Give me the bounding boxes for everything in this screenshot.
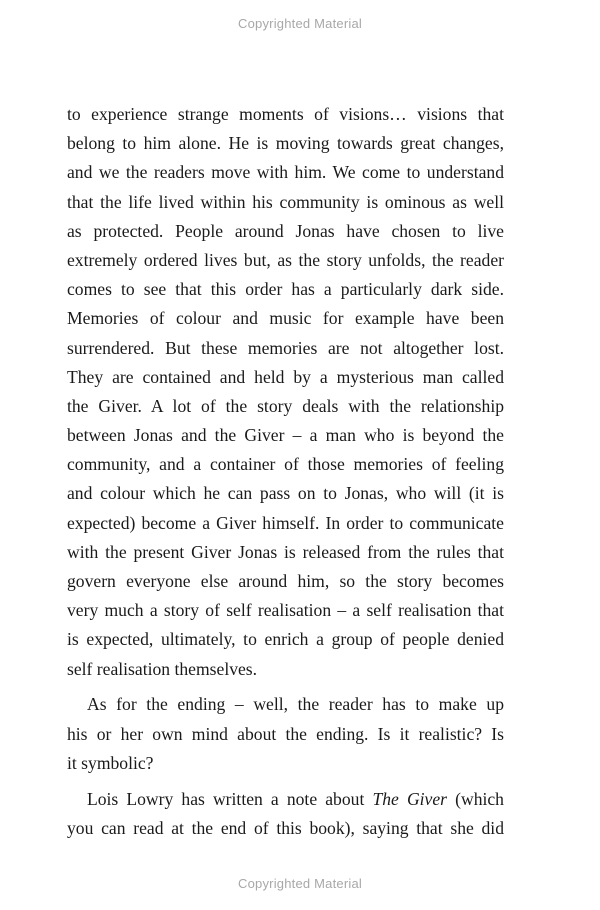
page-body-text (67, 100, 504, 843)
text-line: you can read at the end of this book), saying that she did (67, 817, 504, 838)
text-line: community, and a container of those memories of feeling (67, 454, 504, 475)
text-line: Memories of colour and music for example have been (67, 308, 504, 329)
text-line: They are contained and held by a mysterious man called (67, 366, 504, 387)
book-title: The Giver (372, 788, 448, 809)
text-line: with the present Giver Jonas is released from the rules that (67, 541, 504, 562)
text-line: self realisation themselves. (67, 658, 258, 679)
paragraph-2 (67, 690, 504, 778)
text-line: his or her own mind about the ending. Is it realistic? Is (67, 723, 504, 744)
paragraph-1 (67, 100, 504, 684)
text-line: is expected, ultimately, to enrich a group of people denied (67, 629, 504, 650)
text-line: and we the readers move with him. We come to understand (67, 162, 504, 183)
text-line: between Jonas and the Giver – a man who is beyond the (67, 425, 504, 446)
text-line: very much a story of self realisation – a self realisation that (67, 600, 504, 621)
text-line: expected) become a Giver himself. In order to communicate (67, 512, 504, 533)
text-line: the Giver. A lot of the story deals with the relationship (67, 395, 504, 416)
text-line: comes to see that this order has a particularly dark side. (67, 279, 504, 300)
text-line: extremely ordered lives but, as the story unfolds, the reader (67, 249, 504, 270)
text-line: it symbolic? (67, 752, 154, 773)
text-line: as protected. People around Jonas have chosen to live (67, 220, 504, 241)
text-line: surrendered. But these memories are not altogether lost. (67, 337, 504, 358)
text-line: to experience strange moments of visions… visions that (67, 104, 504, 124)
text-run: Lois Lowry has written a note about (87, 788, 373, 809)
text-line: and colour which he can pass on to Jonas, who will (it is (67, 483, 504, 504)
paragraph-3 (67, 785, 504, 843)
text-line: belong to him alone. He is moving towards great changes, (67, 133, 504, 154)
copyright-watermark-top: Copyrighted Material (238, 16, 362, 31)
text-run: (which (447, 788, 504, 809)
text-line: govern everyone else around him, so the story becomes (67, 571, 504, 591)
copyright-watermark-bottom: Copyrighted Material (238, 876, 362, 891)
text-line (67, 785, 504, 814)
text-line: that the life lived within his community is ominous as well (67, 191, 504, 212)
text-line: As for the ending – well, the reader has to make up (87, 694, 504, 715)
